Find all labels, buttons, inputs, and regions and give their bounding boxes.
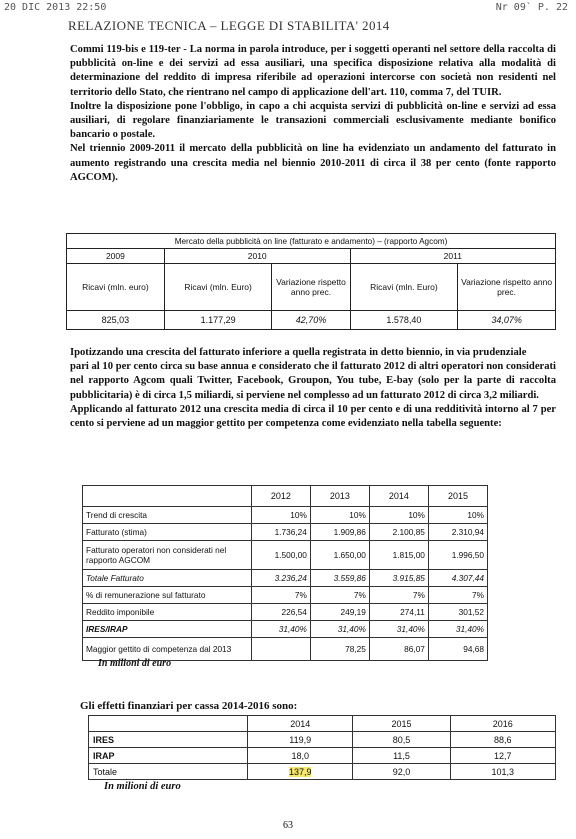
year-cell: 2015 [353,716,450,732]
value-cell: 1.909,86 [310,524,369,541]
intro-text [70,43,556,185]
value-cell: 301,52 [428,604,487,621]
row-label: Totale [89,764,248,780]
row-label: IRES/IRAP [83,621,252,638]
value-cell: 1.578,40 [350,311,458,330]
value-cell: 12,7 [450,748,555,764]
paragraph: Applicando al fatturato 2012 una crescita media di circa il 10 per cento e di una redditività intorno al 7 per cento si perviene ad un maggior gettito per competenza come evidenziato nella tabella seguente: [70,403,556,430]
value-cell: 3.236,24 [251,570,310,587]
value-cell: 1.177,29 [164,311,272,330]
value-cell: 31,40% [369,621,428,638]
value-cell: 11,5 [353,748,450,764]
row-label: Fatturato (stima) [83,524,252,541]
corner-cell [89,716,248,732]
paragraph: pari al 10 per cento circa su base annua e considerato che il fatturato 2012 di altri operatori non considerati nel rapporto Agcom quali Twitter, Facebook, Groupon, You tube, E-bay (solo per la parte di raccolta pubblicitaria) è di circa 1,5 miliardi, si perviene nel complesso ad un fatturato 2012 di circa 3,2 miliardi. [70,361,556,401]
year-cell: 2012 [251,486,310,507]
header-cell: Variazione rispetto anno prec. [458,264,556,311]
header-cell: Ricavi (mln. euro) [67,264,165,311]
value-cell: 86,07 [369,638,428,661]
value-cell: 10% [369,507,428,524]
row-label: % di remunerazione sul fatturato [83,587,252,604]
row-label: Fatturato operatori non considerati nel rapporto AGCOM [83,541,252,570]
value-cell: 1.650,00 [310,541,369,570]
market-table [66,233,556,330]
value-cell: 7% [310,587,369,604]
value-cell: 1.500,00 [251,541,310,570]
value-cell: 3.915,85 [369,570,428,587]
corner-cell [83,486,252,507]
table-row [83,507,488,524]
year-cell: 2014 [369,486,428,507]
table-row [83,621,488,638]
value-cell: 10% [310,507,369,524]
table-row [83,524,488,541]
year-cell: 2011 [350,249,555,264]
value-cell: 42,70% [272,311,350,330]
cash-effects-table [88,715,556,780]
value-cell-highlighted [248,764,353,780]
value-cell: 78,25 [310,638,369,661]
value-cell: 34,07% [458,311,556,330]
year-cell: 2013 [310,486,369,507]
value-cell: 3.559,86 [310,570,369,587]
value-cell: 18,0 [248,748,353,764]
value-cell: 92,0 [353,764,450,780]
value-cell: 101,3 [450,764,555,780]
value-cell: 226,54 [251,604,310,621]
year-cell: 2014 [248,716,353,732]
paragraph: Nel triennio 2009-2011 il mercato della pubblicità on line ha evidenziato un andamento del fatturato in aumento registrando una crescita media nel biennio 2010-2011 di circa il 38 per cento (fonte rapporto AGCOM). [70,143,556,183]
row-label: IRES [89,732,248,748]
highlight-mark: 137,9 [288,766,312,777]
revenue-projection-table [82,485,488,661]
table-row [83,587,488,604]
value-cell: 10% [251,507,310,524]
row-label: IRAP [89,748,248,764]
unit-note: In milioni di euro [104,781,181,792]
value-cell: 31,40% [310,621,369,638]
fax-header [4,2,568,14]
projection-text [70,346,556,431]
year-cell: 2015 [428,486,487,507]
value-cell: 31,40% [428,621,487,638]
value-cell: 31,40% [251,621,310,638]
value-cell: 1.736,24 [251,524,310,541]
value-cell: 88,6 [450,732,555,748]
value-cell: 1.815,00 [369,541,428,570]
paragraph: Inoltre la disposizione pone l'obbligo, in capo a chi acquista servizi di pubblicità on-line e servizi ad essa ausiliari, di regolare finanziariamente le transazioni commerciali esclusivamente mediante bonifico bancario o postale. [70,100,556,141]
row-label: Maggior gettito di competenza dal 2013 [83,638,252,661]
fax-page-ref: Nr 09` P. 22 [495,2,568,13]
table-row [83,570,488,587]
table-row [89,764,556,780]
value-cell [251,638,310,661]
value-cell: 119,9 [248,732,353,748]
value-cell: 7% [428,587,487,604]
market-table-title: Mercato della pubblicità on line (fatturato e andamento) – (rapporto Agcom) [67,234,556,249]
row-label: Trend di crescita [83,507,252,524]
value-cell: 2.100,85 [369,524,428,541]
value-cell: 2.310,94 [428,524,487,541]
paragraph: Commi 119-bis e 119-ter - La norma in parola introduce, per i soggetti operanti nel settore della raccolta di pubblicità on-line e dei servizi ad essa ausiliari, una specifica disposizione relativa alla modalità di determinazione del reddito di impresa riferibile ad operazioni intercorse con società non residenti nel territorio dello Stato, che rientrano nel campo di applicazione dell'art. 110, comma 7, del TUIR. [70,44,556,98]
year-cell: 2016 [450,716,555,732]
table-row [89,732,556,748]
unit-note: In milioni di euro [98,658,172,669]
value-cell: 10% [428,507,487,524]
header-cell: Ricavi (mln. Euro) [164,264,272,311]
value-cell: 4.307,44 [428,570,487,587]
year-cell: 2009 [67,249,165,264]
value-cell: 825,03 [67,311,165,330]
header-cell: Variazione rispetto anno prec. [272,264,350,311]
year-cell: 2010 [164,249,350,264]
value-cell: 1.996,50 [428,541,487,570]
value-cell: 249,19 [310,604,369,621]
fax-timestamp: 20 DIC 2013 22:50 [4,2,107,13]
cash-effects-title: Gli effetti finanziari per cassa 2014-2016 sono: [80,700,298,712]
value-cell: 94,68 [428,638,487,661]
value-cell: 7% [369,587,428,604]
table-row [89,748,556,764]
header-cell: Ricavi (mln. Euro) [350,264,458,311]
paragraph: Ipotizzando una crescita del fatturato inferiore a quella registrata in detto biennio, in via prudenziale [70,347,527,358]
value-cell: 274,11 [369,604,428,621]
page-number: 63 [283,820,293,831]
document-title: RELAZIONE TECNICA – LEGGE DI STABILITA' 2014 [68,18,390,33]
value-cell: 7% [251,587,310,604]
value-cell: 80,5 [353,732,450,748]
row-label: Reddito imponibile [83,604,252,621]
table-row [83,541,488,570]
table-row [83,604,488,621]
row-label: Totale Fatturato [83,570,252,587]
